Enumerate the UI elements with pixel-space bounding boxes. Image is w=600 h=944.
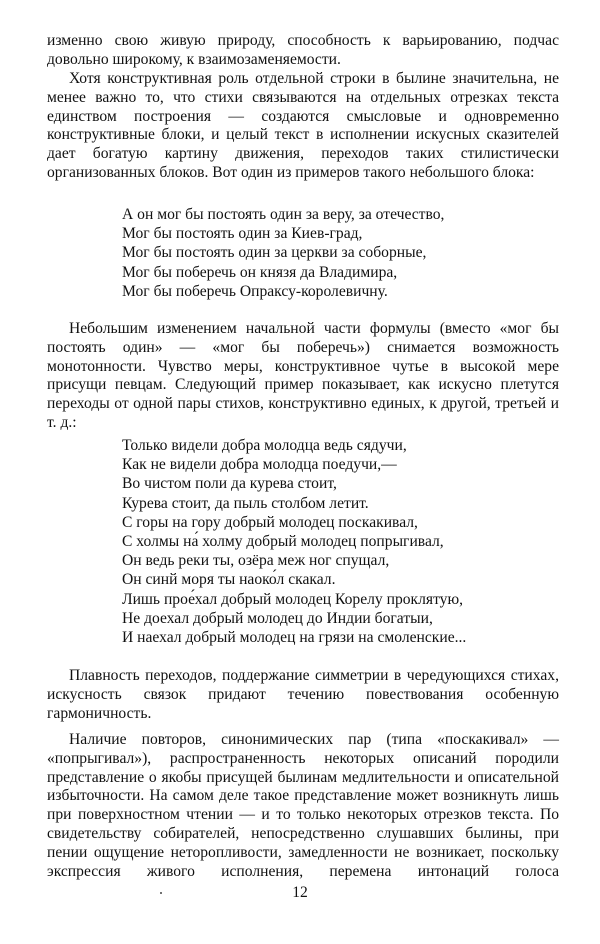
paragraph-formula-change: Небольшим изменением начальной части формулы (вместо «мог бы постоять один» — «мог бы поберечь») снимается возможность монотонности. Чувство меры, конструктивное чутье в высокой мере присущи певцам. Следующий пример показывает, как искусно плетутся переходы от одной пары стихов, конструктивно единых, к другой, третьей и т. д.: <box>47 320 559 431</box>
verse-line: Мог бы постоять один за Киев-град, <box>122 225 363 243</box>
verse-block-1 <box>122 205 444 301</box>
verse-line: Он синй моря ты наоко́л скакал. <box>122 571 336 589</box>
paragraph-smoothness: Плавность переходов, поддержание симметрии в чередующихся стихах, искусность связок придают течению повествования особенную гармоничность. <box>47 667 559 722</box>
verse-line: Мог бы поберечь он князя да Владимира, <box>122 263 398 281</box>
verse-line: Только видели добра молодца ведь сядучи, <box>122 437 407 454</box>
verse-line: Мог бы постоять один за церкви за соборные, <box>122 244 427 262</box>
verse-line: Лишь прое́хал добрый молодец Корелу проклятую, <box>122 590 464 608</box>
verse-line: Мог бы поберечь Опраксу-королевичну. <box>122 282 388 300</box>
verse-line: Не доехал добрый молодец до Индии богатыи, <box>122 609 433 627</box>
verse-line: И наехал добрый молодец на грязи на смоленские... <box>122 629 467 647</box>
paragraph-constructive-role: Хотя конструктивная роль отдельной строки в былине значительна, не менее важно то, что стихи связываются на отдельных отрезках текста единством построения — создаются смысловые и одновременно конструктивные блоки, и целый текст в исполнении искусных сказителей дает богатую картину движения, переходов таких стилистически организованных блоков. Вот один из примеров такого небольшого блока: <box>47 70 559 181</box>
verse-line: С горы на гору добрый молодец поскакивал, <box>122 513 418 531</box>
verse-line: А он мог бы постоять один за веру, за отечество, <box>122 206 445 223</box>
verse-line: С холмы на́ холму добрый молодец попрыгивал, <box>122 533 444 551</box>
paragraph-continuation: изменно свою живую природу, способность к варьированию, подчас довольно широкому, к взаимозаменяемости. <box>47 32 559 68</box>
verse-line: Как не видели добра молодца поедучи,— <box>122 456 397 474</box>
verse-line: Во чистом поли да курева стоит, <box>122 475 337 493</box>
verse-line: Он ведь реки ты, озёра меж ног спущал, <box>122 552 390 570</box>
page-number: 12 <box>292 884 308 901</box>
verse-block-2 <box>122 436 466 647</box>
paragraph-repetitions: Наличие повторов, синонимических пар (типа «поскакивал» — «попрыгивал»), распространенность некоторых описаний породили представление о якобы присущей былинам медлительности и описательной избыточности. На самом деле такое представление может возникнуть лишь при поверхностном чтении — и то только некоторых отрезков текста. По свидетельству собирателей, непосредственно слушавших былины, при пении ощущение неторопливости, замедленности не возникает, поскольку экспрессия живого исполнения, перемена интонаций голоса <box>47 731 559 880</box>
verse-line: Курева стоит, да пыль столбом летит. <box>122 494 369 512</box>
